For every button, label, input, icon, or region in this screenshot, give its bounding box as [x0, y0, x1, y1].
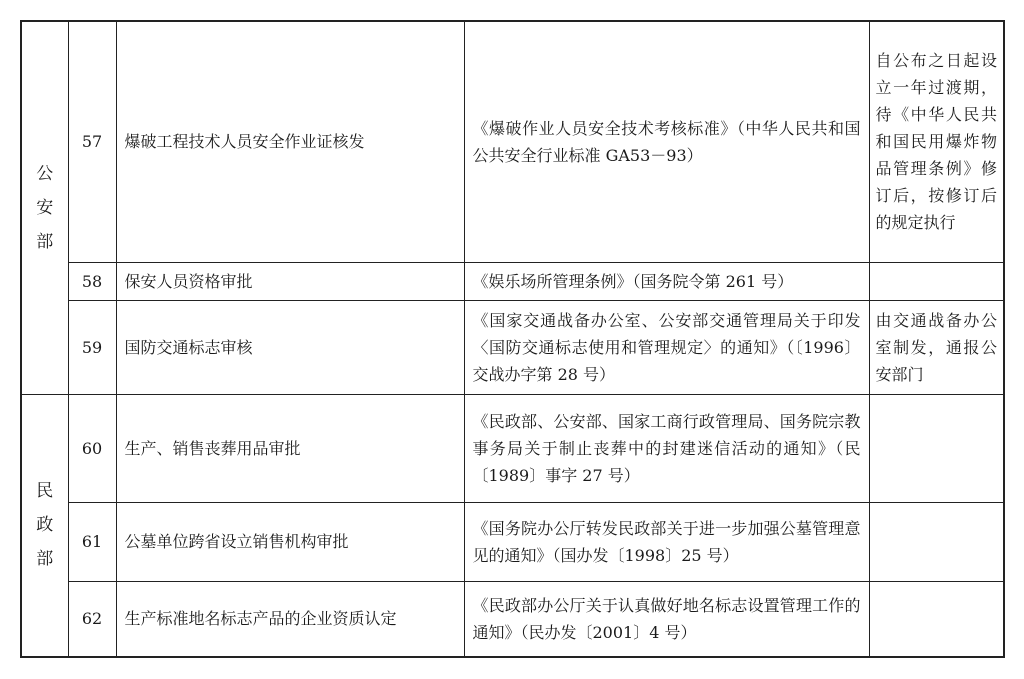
- legal-basis: 《国家交通战备办公室、公安部交通管理局关于印发〈国防交通标志使用和管理规定〉的通知》（〔1996〕交战办字第 28 号）: [464, 300, 869, 394]
- table-row: [21, 21, 1004, 262]
- department-char: 安: [36, 197, 54, 218]
- approval-items-table: [20, 20, 1005, 658]
- row-number: 61: [68, 502, 116, 581]
- remark: 自公布之日起设立一年过渡期，待《中华人民共和国民用爆炸物品管理条例》修订后，按修订后的规定执行: [869, 21, 1004, 262]
- table-row: [21, 581, 1004, 657]
- remark: [869, 581, 1004, 657]
- department-char: 部: [36, 231, 54, 252]
- department-char: 公: [36, 163, 54, 184]
- remark: [869, 262, 1004, 300]
- department-cell: [21, 394, 68, 657]
- row-number: 58: [68, 262, 116, 300]
- row-number: 57: [68, 21, 116, 262]
- legal-basis: 《民政部、公安部、国家工商行政管理局、国务院宗教事务局关于制止丧葬中的封建迷信活动的通知》（民〔1989〕事字 27 号）: [464, 394, 869, 502]
- remark: 由交通战备办公室制发，通报公安部门: [869, 300, 1004, 394]
- department-char: 政: [36, 515, 54, 536]
- item-name: 生产、销售丧葬用品审批: [116, 394, 464, 502]
- item-name: 生产标准地名标志产品的企业资质认定: [116, 581, 464, 657]
- document-page: [20, 20, 1003, 658]
- department-cell: [21, 21, 68, 394]
- item-name: 国防交通标志审核: [116, 300, 464, 394]
- legal-basis: 《爆破作业人员安全技术考核标准》（中华人民共和国公共安全行业标准 GA53－93）: [464, 21, 869, 262]
- table-row: [21, 300, 1004, 394]
- table-row: [21, 262, 1004, 300]
- legal-basis: 《民政部办公厅关于认真做好地名标志设置管理工作的通知》（民办发〔2001〕4 号）: [464, 581, 869, 657]
- legal-basis: 《国务院办公厅转发民政部关于进一步加强公墓管理意见的通知》（国办发〔1998〕25 号）: [464, 502, 869, 581]
- legal-basis: 《娱乐场所管理条例》（国务院令第 261 号）: [464, 262, 869, 300]
- department-char: 部: [36, 549, 54, 570]
- row-number: 59: [68, 300, 116, 394]
- remark: [869, 502, 1004, 581]
- item-name: 保安人员资格审批: [116, 262, 464, 300]
- item-name: 爆破工程技术人员安全作业证核发: [116, 21, 464, 262]
- table-row: [21, 502, 1004, 581]
- row-number: 60: [68, 394, 116, 502]
- table-row: [21, 394, 1004, 502]
- item-name: 公墓单位跨省设立销售机构审批: [116, 502, 464, 581]
- department-char: 民: [36, 481, 54, 502]
- remark: [869, 394, 1004, 502]
- row-number: 62: [68, 581, 116, 657]
